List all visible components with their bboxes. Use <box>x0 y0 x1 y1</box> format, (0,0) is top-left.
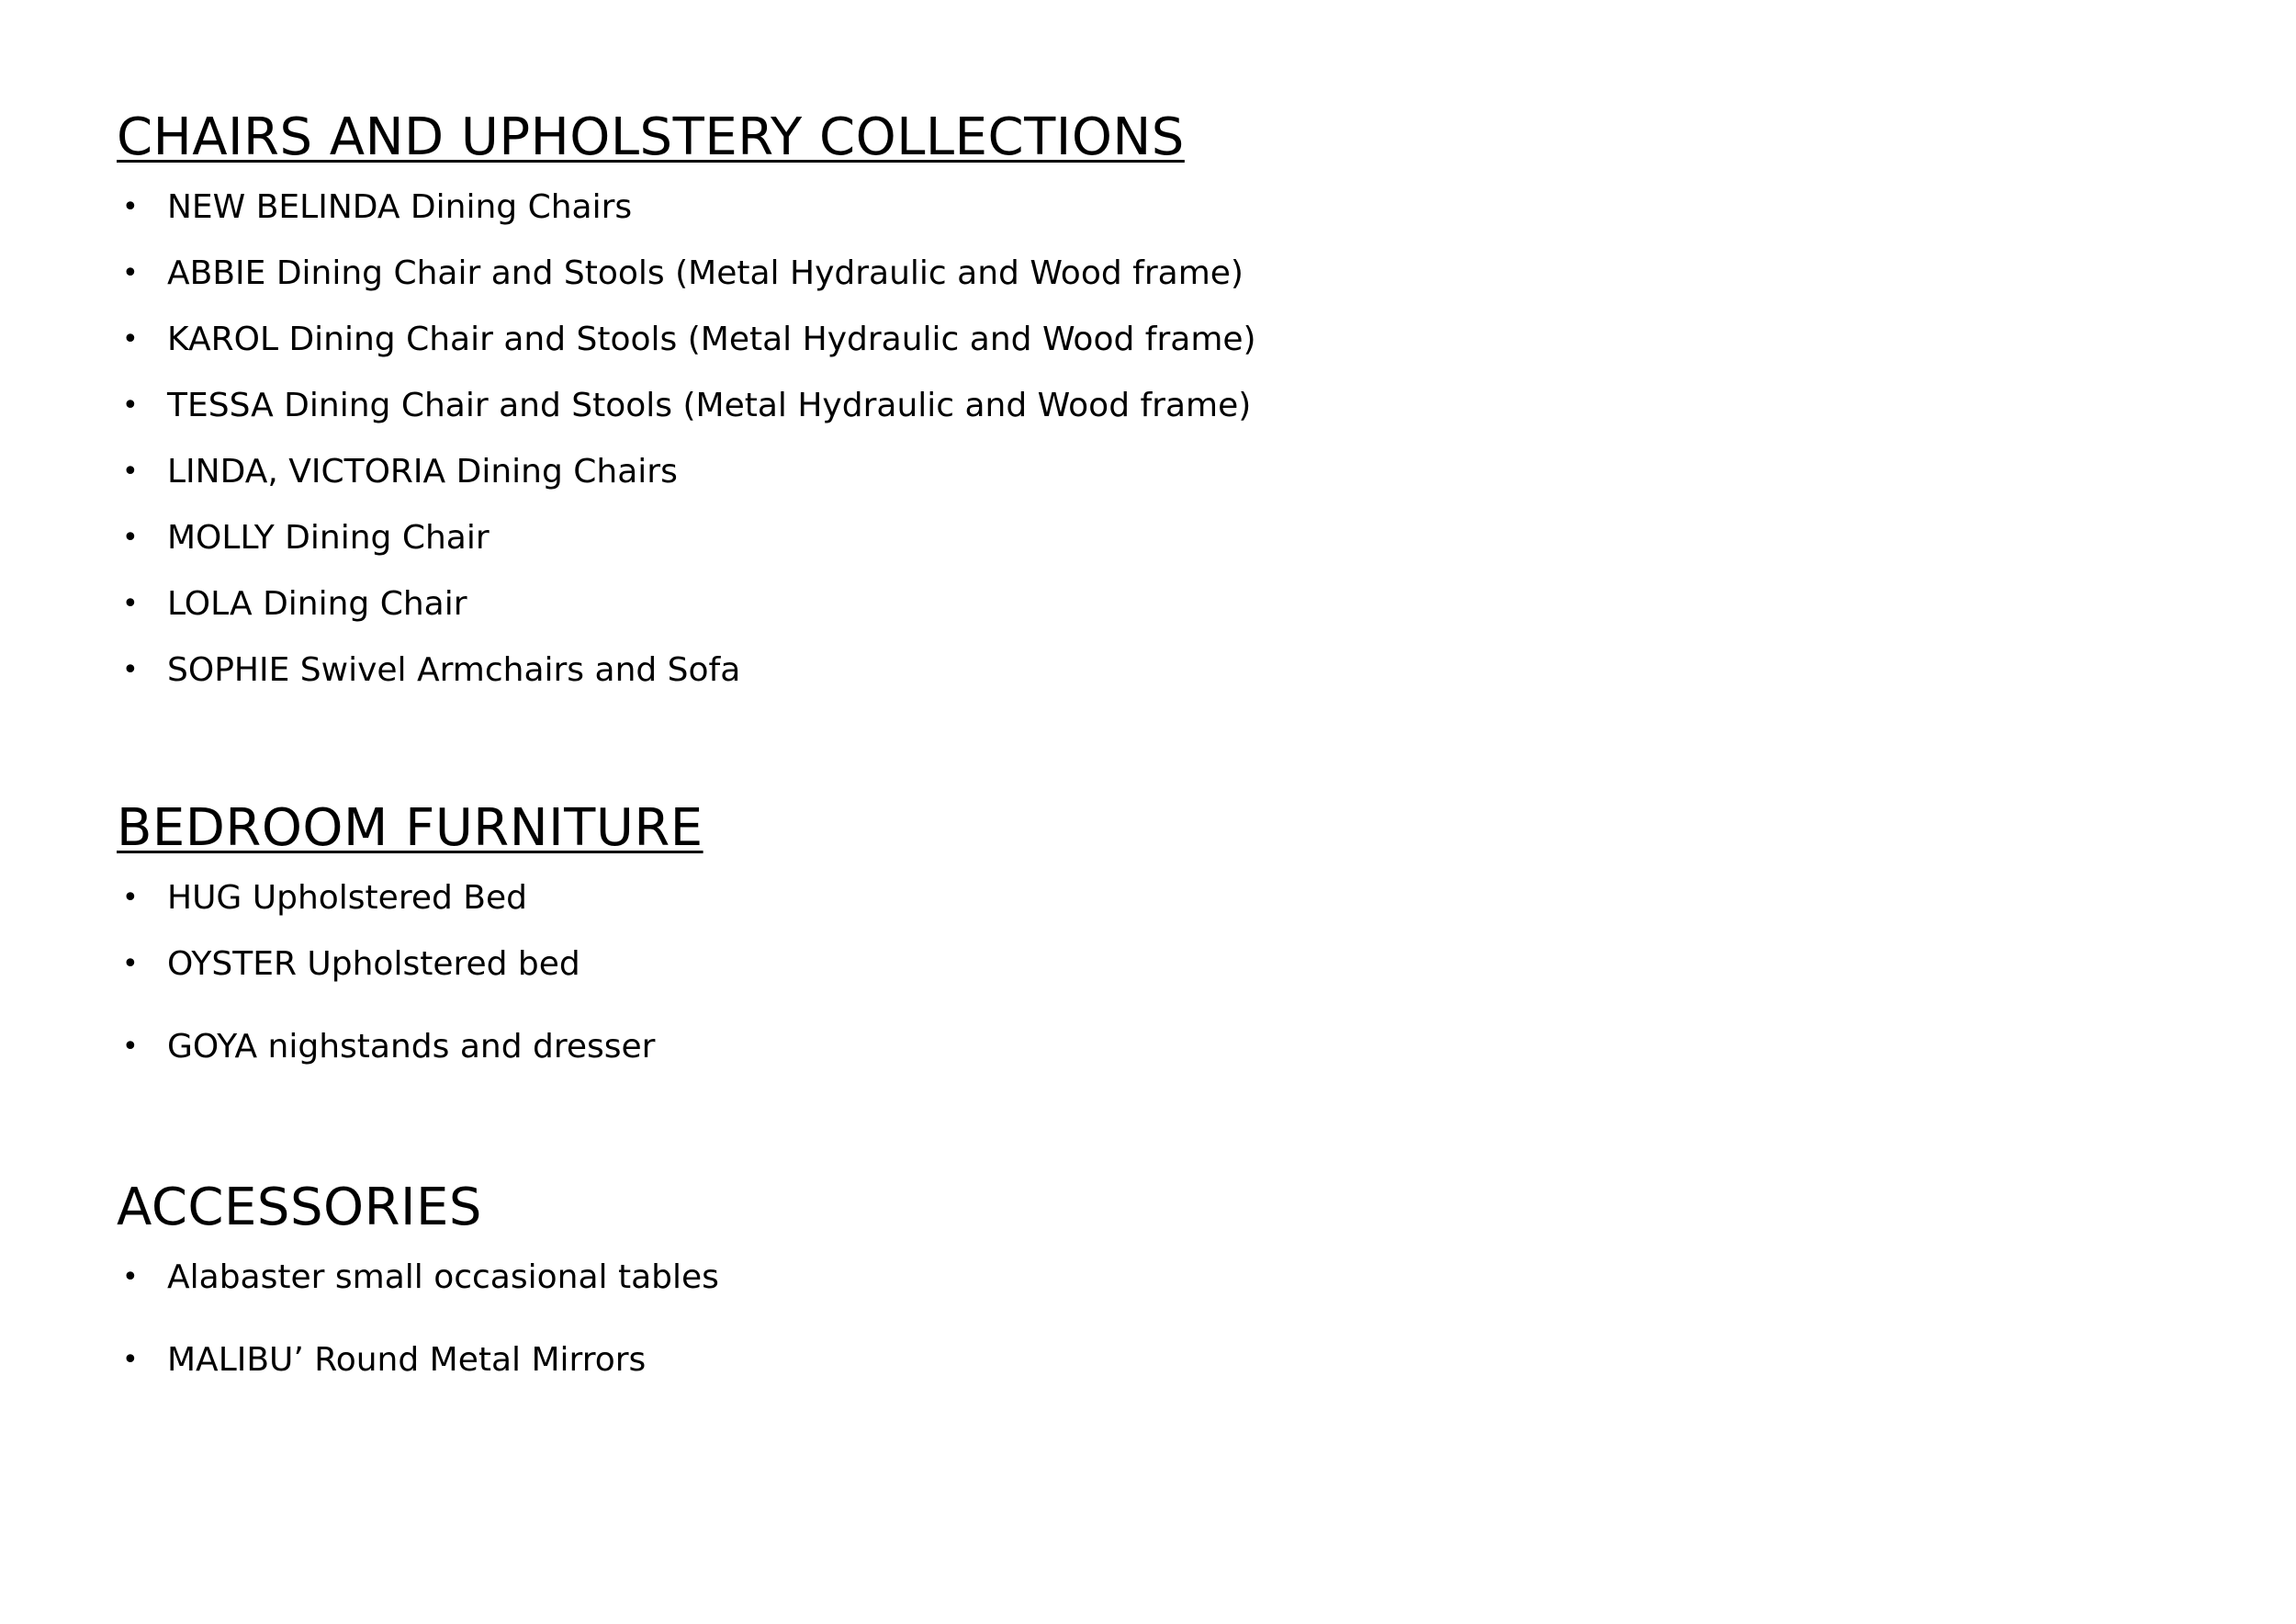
list-item-text: SOPHIE Swivel Armchairs and Sofa <box>167 651 741 689</box>
list-item-text: GOYA nighstands and dresser <box>167 1028 656 1066</box>
list-item <box>117 175 2137 241</box>
list-item-text: LOLA Dining Chair <box>167 585 467 623</box>
item-list <box>117 1245 2137 1393</box>
list-item <box>117 1327 2137 1393</box>
list-item-text: NEW BELINDA Dining Chairs <box>167 188 633 226</box>
bullet-icon: • <box>122 257 139 289</box>
list-item-text: OYSTER Upholstered bed <box>167 945 580 983</box>
section-bedroom-furniture <box>117 799 2137 1080</box>
list-item <box>117 865 2137 931</box>
bullet-icon: • <box>122 948 139 980</box>
bullet-icon: • <box>122 323 139 355</box>
list-item <box>117 241 2137 307</box>
list-item-text: MOLLY Dining Chair <box>167 519 490 557</box>
list-item <box>117 931 2137 998</box>
section-accessories <box>117 1179 2137 1393</box>
list-item-text: Alabaster small occasional tables <box>167 1258 719 1296</box>
section-title: ACCESSORIES <box>117 1178 482 1237</box>
bullet-icon: • <box>122 456 139 488</box>
list-item <box>117 439 2137 505</box>
bullet-icon: • <box>122 522 139 554</box>
item-list <box>117 175 2137 704</box>
bullet-icon: • <box>122 1031 139 1063</box>
list-item-text: TESSA Dining Chair and Stools (Metal Hydraulic and Wood frame) <box>167 387 1252 424</box>
list-item-text: MALIBU’ Round Metal Mirrors <box>167 1341 647 1379</box>
list-item <box>117 571 2137 637</box>
list-item <box>117 307 2137 373</box>
bullet-icon: • <box>122 1261 139 1293</box>
section-title: CHAIRS AND UPHOLSTERY COLLECTIONS <box>117 107 1185 167</box>
bullet-icon: • <box>122 1344 139 1376</box>
list-item-text: ABBIE Dining Chair and Stools (Metal Hydraulic and Wood frame) <box>167 254 1244 292</box>
section-chairs-upholstery <box>117 108 2137 704</box>
list-item-text: KAROL Dining Chair and Stools (Metal Hydraulic and Wood frame) <box>167 321 1256 358</box>
bullet-icon: • <box>122 882 139 914</box>
list-item-text: LINDA, VICTORIA Dining Chairs <box>167 453 678 491</box>
list-item-text: HUG Upholstered Bed <box>167 879 527 917</box>
item-list <box>117 865 2137 1080</box>
bullet-icon: • <box>122 588 139 620</box>
list-item <box>117 1245 2137 1311</box>
bullet-icon: • <box>122 654 139 686</box>
bullet-icon: • <box>122 389 139 422</box>
section-title: BEDROOM FURNITURE <box>117 798 703 858</box>
bullet-icon: • <box>122 191 139 223</box>
list-item <box>117 1014 2137 1080</box>
list-item <box>117 505 2137 571</box>
list-item <box>117 637 2137 704</box>
list-item <box>117 373 2137 439</box>
